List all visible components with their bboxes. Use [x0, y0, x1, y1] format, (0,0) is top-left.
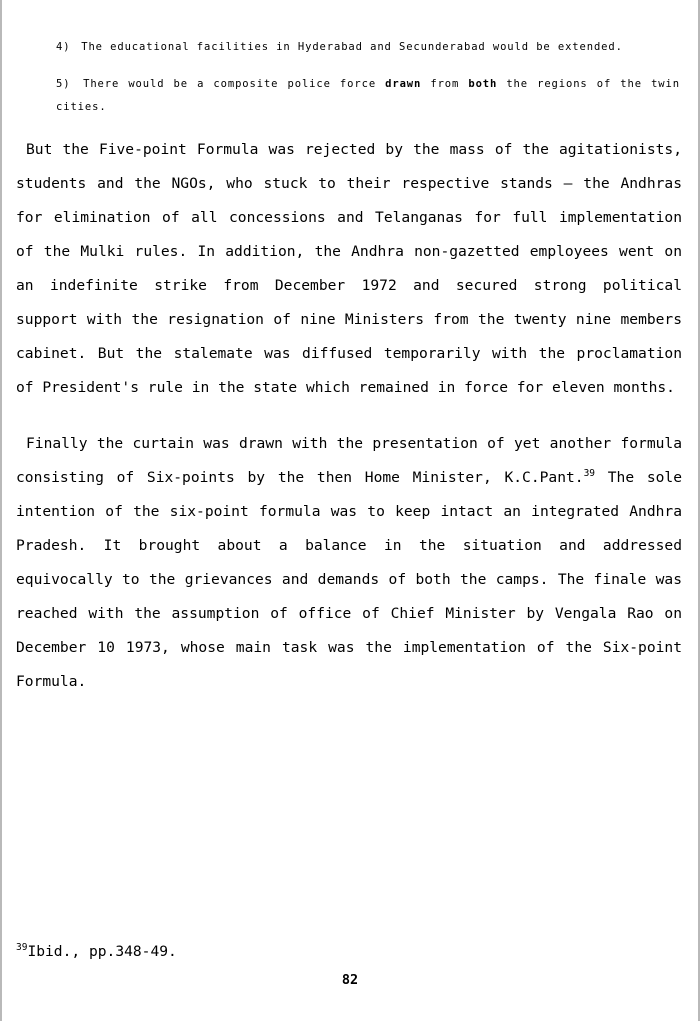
list-item-number: 5) — [56, 78, 71, 90]
list-item-number: 4) — [56, 41, 71, 53]
list-item-text-after: the regions of the twin cities. — [56, 78, 680, 113]
footnote — [16, 942, 177, 962]
body-paragraph-2 — [16, 427, 684, 699]
page-number: 82 — [341, 972, 359, 988]
footnote-text: Ibid., pp.348-49. — [27, 943, 177, 960]
footnote-number: 39 — [16, 942, 28, 954]
body-paragraph-1: But the Five-point Formula was rejected by the mass of the agitationists, students and the NGOs, who stuck to their respective stands — the Andhras for elimination of all concessions and Telanganas for full implementation of the Mulki rules. In addition, the Andhra non-gazetted employees went on an indefinite strike from December 1972 and secured strong political support with the resignation of nine Ministers from the twenty nine members cabinet. But the stalemate was diffused temporarily with the proclamation of President's rule in the state which remained in force for eleven months. — [16, 141, 682, 396]
list-item-text-middle: from — [421, 78, 469, 90]
page-content — [16, 36, 684, 699]
paragraph-2-after-note: The sole intention of the six-point formula was to keep intact an integrated Andhra Pradesh. It brought about a balance in the situation and addressed equivocally to the grievances and demands of both the camps. The finale was reached with the assumption of office of Chief Minister by Vengala Rao on December 10 1973, whose main task was the implementation of the Six-point Formula. — [16, 469, 682, 690]
list-item-text-before: There would be a composite police force — [83, 78, 386, 90]
list-item — [16, 73, 684, 119]
footnote-marker: 39 — [583, 468, 596, 480]
list-item-bold-both: both — [468, 78, 498, 90]
list-item — [16, 36, 684, 59]
list-item-text: The educational facilities in Hyderabad and Secunderabad would be extended. — [81, 41, 623, 53]
paragraph-2-before-note: Finally the curtain was drawn with the presentation of yet another formula consisting of Six-points by the then Home Minister, K.C.Pant. — [16, 435, 682, 486]
list-item-bold-drawn: drawn — [385, 78, 422, 90]
